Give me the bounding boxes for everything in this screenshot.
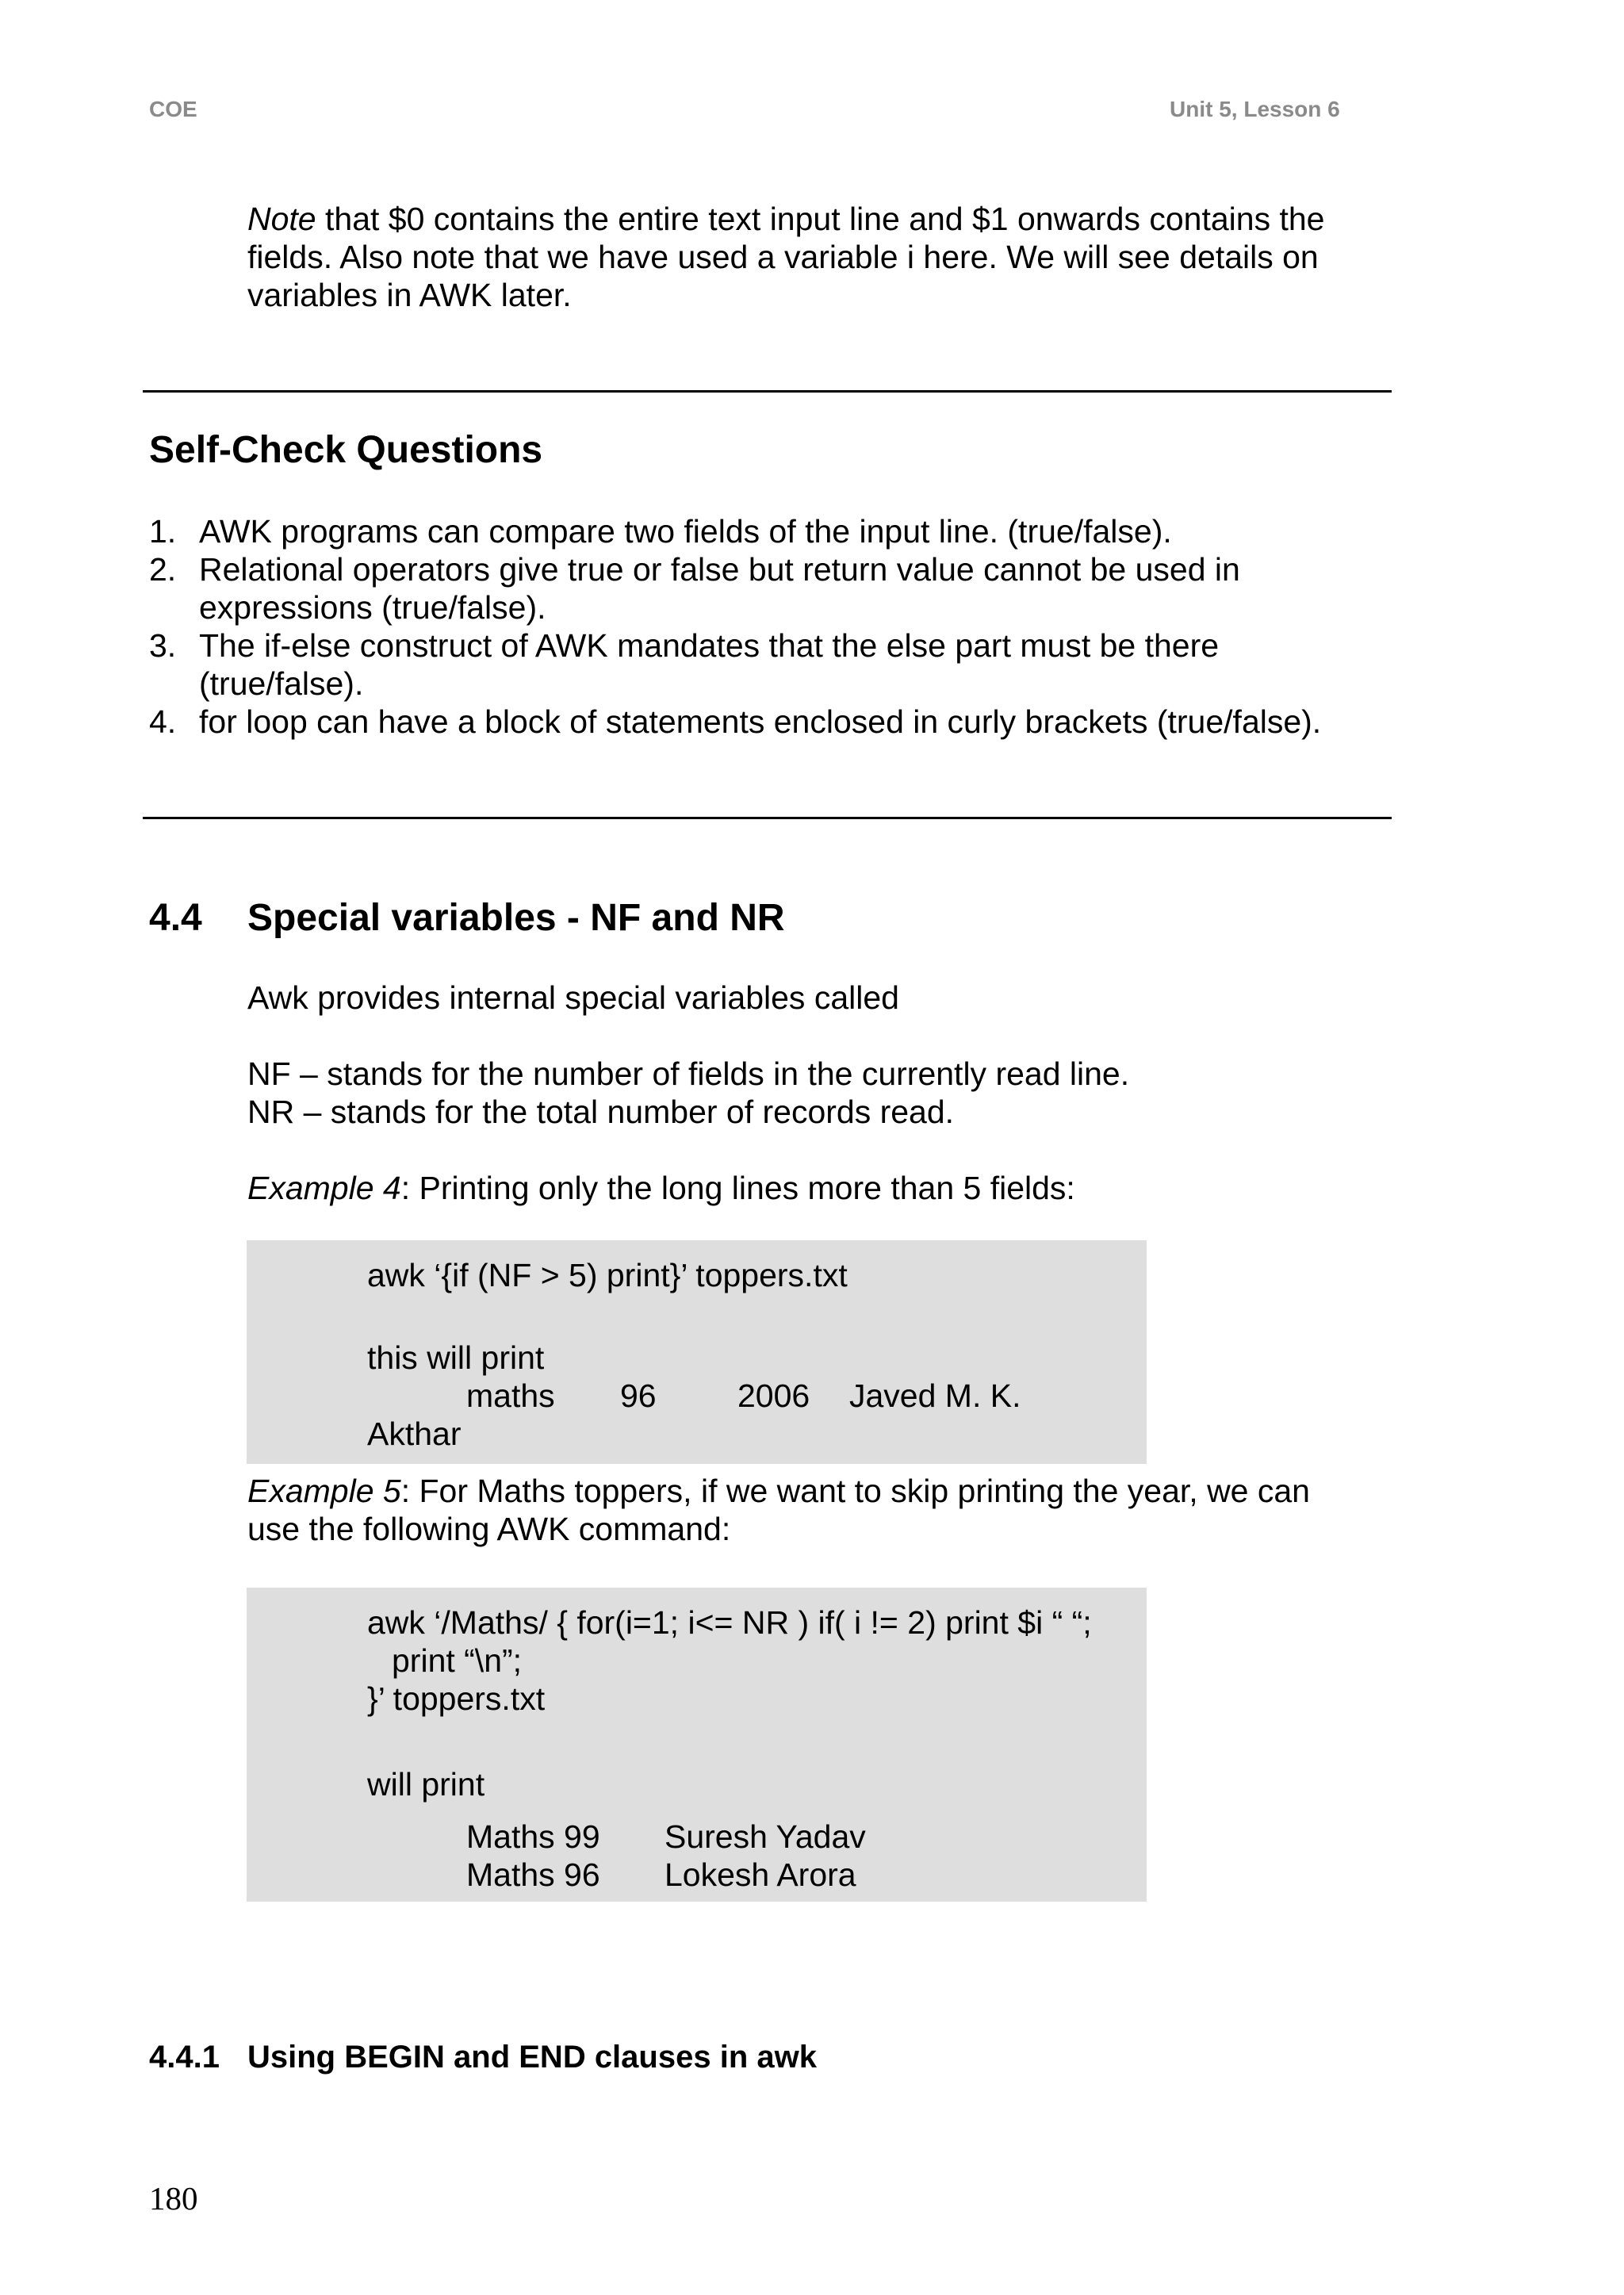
divider-bottom bbox=[143, 817, 1392, 819]
code-2-row-1-name: Suresh Yadav bbox=[665, 1818, 866, 1855]
question-number: 4. bbox=[149, 703, 177, 740]
code-2-line-1: awk ‘/Maths/ { for(i=1; i<= NR ) if( i != 2) print $i “ “; bbox=[367, 1604, 1092, 1641]
note-line-3: variables in AWK later. bbox=[247, 277, 572, 313]
header-left: COE bbox=[149, 97, 197, 121]
note-line-1: Note that $0 contains the entire text input line and $1 onwards contains the bbox=[247, 201, 1325, 237]
question-text: The if-else construct of AWK mandates that the else part must be there bbox=[199, 627, 1220, 664]
example-5-caption: Example 5: For Maths toppers, if we want to skip printing the year, we can bbox=[247, 1473, 1310, 1509]
example-5-caption-cont: use the following AWK command: bbox=[247, 1511, 731, 1547]
code-1-output-name: Javed M. K. bbox=[849, 1377, 1021, 1414]
question-number: 1. bbox=[149, 513, 177, 550]
example-4-caption: Example 4: Printing only the long lines more than 5 fields: bbox=[247, 1170, 1075, 1206]
code-2-line-3: }’ toppers.txt bbox=[367, 1680, 546, 1717]
question-text: for loop can have a block of statements enclosed in curly brackets (true/false). bbox=[199, 703, 1322, 740]
note-line-2: fields. Also note that we have used a variable i here. We will see details on bbox=[247, 239, 1319, 275]
code-1-output-year: 2006 bbox=[737, 1377, 810, 1414]
code-1-will-print: this will print bbox=[367, 1339, 545, 1376]
nr-definition: NR – stands for the total number of records read. bbox=[247, 1094, 955, 1130]
question-text: Relational operators give true or false but return value cannot be used in bbox=[199, 551, 1240, 588]
section-intro: Awk provides internal special variables called bbox=[247, 979, 899, 1016]
note-emphasis: Note bbox=[247, 201, 316, 237]
divider-top bbox=[143, 390, 1392, 393]
section-title: Special variables - NF and NR bbox=[247, 897, 785, 939]
question-text-cont: (true/false). bbox=[199, 665, 364, 702]
example-4-label: Example 4 bbox=[247, 1170, 401, 1206]
code-1-output-marks: 96 bbox=[620, 1377, 657, 1414]
code-1-output-subject: maths bbox=[466, 1377, 555, 1414]
code-2-row-1-marks: Maths 99 bbox=[466, 1818, 600, 1855]
question-number: 3. bbox=[149, 627, 177, 664]
subsection-title: Using BEGIN and END clauses in awk bbox=[247, 2040, 817, 2075]
section-number: 4.4 bbox=[149, 897, 202, 939]
code-2-row-2-marks: Maths 96 bbox=[466, 1856, 600, 1893]
example-5-label: Example 5 bbox=[247, 1473, 401, 1509]
code-2-line-2: print “\n”; bbox=[392, 1642, 523, 1679]
page-number: 180 bbox=[149, 2180, 198, 2216]
code-1-output-wrap: Akthar bbox=[367, 1416, 462, 1452]
code-2-row-2-name: Lokesh Arora bbox=[665, 1856, 856, 1893]
question-text: AWK programs can compare two fields of the input line. (true/false). bbox=[199, 513, 1172, 550]
self-check-title: Self-Check Questions bbox=[149, 429, 543, 471]
question-text-cont: expressions (true/false). bbox=[199, 589, 546, 626]
question-number: 2. bbox=[149, 551, 177, 588]
code-2-will-print: will print bbox=[367, 1766, 485, 1803]
subsection-number: 4.4.1 bbox=[149, 2040, 220, 2075]
nf-definition: NF – stands for the number of fields in the currently read line. bbox=[247, 1056, 1130, 1092]
code-1-command: awk ‘{if (NF > 5) print}’ toppers.txt bbox=[367, 1257, 848, 1293]
header-right: Unit 5, Lesson 6 bbox=[1170, 97, 1340, 121]
